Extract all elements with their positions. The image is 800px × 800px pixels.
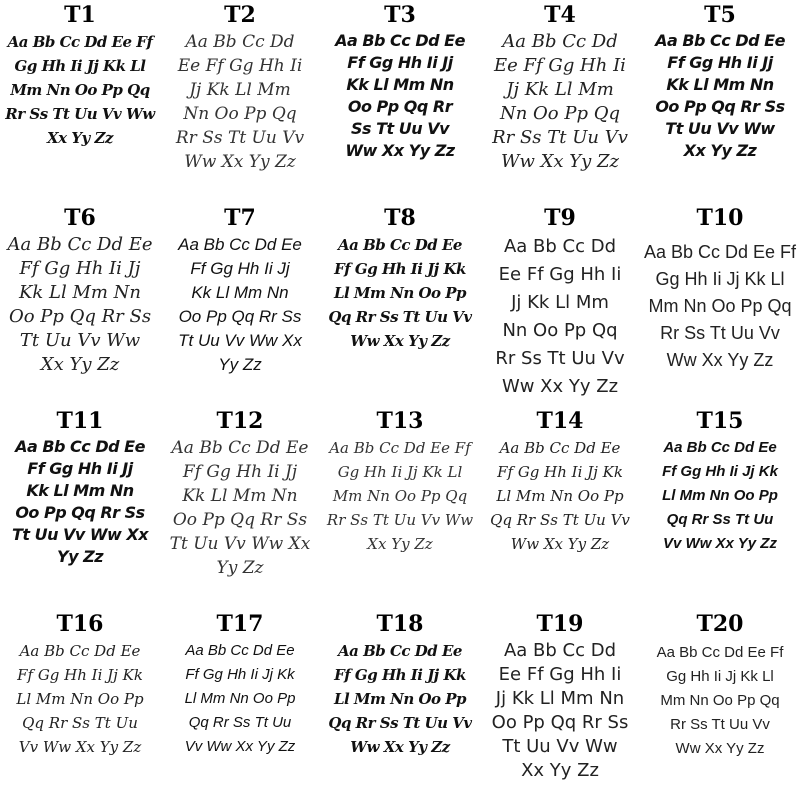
sample-line: Ll Mm Nn Oo Pp: [333, 284, 467, 302]
sample-lines: [160, 436, 320, 580]
sample-line: Rr Ss Tt Uu Vv: [495, 348, 625, 369]
sample-line: Ff Gg Hh Ii Jj Kk: [17, 666, 143, 684]
sample-label: T7: [224, 205, 256, 231]
sample-line: Aa Bb Cc Dd Ee: [655, 31, 785, 50]
sample-line: Ll Mm Nn Oo Pp: [496, 487, 624, 505]
sample-line: Rr Ss Tt Uu Vv: [660, 323, 780, 343]
sample-t8: [320, 203, 480, 406]
sample-line: Rr Ss Tt Uu Vv: [175, 128, 305, 148]
sample-line: Ee Ff Gg Hh Ii: [498, 264, 622, 285]
sample-t14: [480, 406, 640, 609]
sample-t4: [480, 0, 640, 203]
sample-line: Qq Rr Ss Tt Uu Vv: [328, 308, 472, 326]
sample-label: T1: [64, 2, 96, 28]
sample-lines: [640, 30, 800, 162]
sample-line: Ff Gg Hh Ii Jj: [347, 53, 453, 72]
sample-line: Xx Yy Zz: [367, 535, 433, 553]
sample-line: Aa Bb Cc Dd: [502, 31, 618, 52]
sample-t2: [160, 0, 320, 203]
sample-label: T14: [536, 408, 584, 434]
sample-t16: [0, 609, 160, 800]
sample-line: Gg Hh Ii Jj Kk Ll: [655, 269, 785, 289]
sample-line: Mm Nn Oo Pp Qq: [660, 692, 780, 709]
sample-label: T3: [384, 2, 416, 28]
sample-line: Ff Gg Hh Ii Jj: [19, 258, 141, 279]
sample-line: Aa Bb Cc Dd: [185, 32, 295, 52]
sample-t5: [640, 0, 800, 203]
sample-t3: [320, 0, 480, 203]
sample-line: Ff Gg Hh Ii Jj Kk: [334, 666, 466, 684]
sample-lines: [320, 639, 480, 759]
sample-t9: [480, 203, 640, 406]
sample-line: Aa Bb Cc Dd Ee: [19, 642, 141, 660]
sample-line: Ff Gg Hh Ii Jj Kk: [334, 260, 466, 278]
sample-line: Mm Nn Oo Pp Qq: [648, 296, 792, 316]
sample-label: T5: [704, 2, 736, 28]
sample-line: Ff Gg Hh Ii Jj Kk: [185, 666, 295, 683]
sample-line: Aa Bb Cc Dd Ee Ff: [656, 644, 784, 661]
sample-label: T4: [544, 2, 576, 28]
sample-line: Nn Oo Pp Qq: [499, 103, 620, 124]
sample-line: Oo Pp Qq Rr Ss: [491, 712, 629, 733]
sample-line: Tt Uu Vv Ww Xx: [11, 525, 149, 544]
sample-line: Oo Pp Qq Rr Ss: [655, 97, 785, 116]
sample-line: Ll Mm Nn Oo Pp: [333, 690, 467, 708]
sample-line: Oo Pp Qq Rr Ss: [15, 503, 145, 522]
sample-line: Ww Xx Yy Zz: [675, 740, 765, 757]
sample-label: T13: [376, 408, 424, 434]
sample-lines: [0, 639, 160, 759]
sample-line: Ll Mm Nn Oo Pp: [184, 690, 296, 707]
sample-line: Ee Ff Gg Hh Ii: [498, 664, 622, 685]
sample-line: Ww Xx Yy Zz: [345, 141, 455, 160]
sample-line: Aa Bb Cc Dd Ee: [663, 439, 777, 456]
sample-lines: [320, 436, 480, 556]
sample-line: Yy Zz: [216, 558, 264, 578]
sample-line: Ww Xx Yy Zz: [350, 738, 450, 756]
sample-line: Oo Pp Qq Rr Ss: [172, 510, 308, 530]
sample-line: Mm Nn Oo Pp Qq: [10, 81, 150, 99]
sample-line: Kk Ll Mm Nn: [26, 481, 134, 500]
sample-label: T15: [696, 408, 744, 434]
sample-lines: [0, 30, 160, 150]
sample-line: Gg Hh Ii Jj Kk Ll: [337, 463, 463, 481]
sample-line: Ww Xx Yy Zz: [501, 376, 619, 397]
sample-line: Rr Ss Tt Uu Vv Ww: [5, 105, 155, 123]
sample-label: T17: [216, 611, 264, 637]
sample-t18: [320, 609, 480, 800]
sample-line: Xx Yy Zz: [40, 354, 120, 375]
sample-t1: [0, 0, 160, 203]
sample-line: Rr Ss Tt Uu Vv: [670, 716, 770, 733]
sample-line: Xx Yy Zz: [683, 141, 757, 160]
sample-line: Ee Ff Gg Hh Ii: [177, 56, 303, 76]
sample-label: T18: [376, 611, 424, 637]
sample-lines: [160, 639, 320, 759]
sample-lines: [320, 30, 480, 162]
sample-t12: [160, 406, 320, 609]
sample-line: Ff Gg Hh Ii Jj Kk: [662, 463, 778, 480]
sample-line: Ff Gg Hh Ii Jj: [182, 462, 298, 482]
sample-t19: [480, 609, 640, 800]
sample-line: Yy Zz: [218, 355, 262, 374]
sample-line: Xx Yy Zz: [521, 760, 599, 781]
sample-lines: [640, 641, 800, 761]
sample-line: Ww Xx Yy Zz: [500, 151, 620, 172]
sample-line: Aa Bb Cc Dd Ee: [15, 437, 145, 456]
sample-line: Rr Ss Tt Uu Vv: [492, 127, 628, 148]
sample-line: Ff Gg Hh Ii Jj: [667, 53, 773, 72]
sample-line: Tt Uu Vv Ww: [665, 119, 775, 138]
sample-t7: [160, 203, 320, 406]
sample-line: Gg Hh Ii Jj Kk Ll: [14, 57, 146, 75]
sample-line: Aa Bb Cc Dd Ee Ff: [329, 439, 471, 457]
sample-line: Nn Oo Pp Qq: [502, 320, 618, 341]
sample-label: T11: [56, 408, 104, 434]
sample-line: Ff Gg Hh Ii Jj: [27, 459, 133, 478]
sample-lines: [160, 30, 320, 174]
sample-lines: [480, 233, 640, 401]
sample-line: Ff Gg Hh Ii Jj: [190, 259, 290, 278]
sample-t20: [640, 609, 800, 800]
sample-line: Ww Xx Yy Zz: [184, 152, 296, 172]
sample-t11: [0, 406, 160, 609]
sample-line: Aa Bb Cc Dd Ee: [335, 31, 465, 50]
sample-line: Aa Bb Cc Dd Ee Ff: [643, 242, 797, 262]
sample-line: Kk Ll Mm Nn: [346, 75, 454, 94]
sample-line: Aa Bb Cc Dd Ee: [338, 236, 462, 254]
sample-line: Tt Uu Vv Ww: [19, 330, 141, 351]
sample-line: Rr Ss Tt Uu Vv Ww: [326, 511, 474, 529]
sample-line: Tt Uu Vv Ww Xx: [169, 534, 311, 554]
sample-line: Aa Bb Cc Dd Ee: [7, 234, 153, 255]
sample-line: Kk Ll Mm Nn: [182, 486, 298, 506]
sample-lines: [0, 233, 160, 377]
sample-line: Ww Xx Yy Zz: [510, 535, 610, 553]
sample-lines: [160, 233, 320, 377]
sample-t17: [160, 609, 320, 800]
sample-label: T2: [224, 2, 256, 28]
sample-line: Qq Rr Ss Tt Uu Vv: [490, 511, 630, 529]
sample-line: Jj Kk Ll Mm: [511, 292, 609, 313]
sample-line: Ll Mm Nn Oo Pp: [662, 487, 778, 504]
sample-label: T10: [696, 205, 744, 231]
sample-t10: [640, 203, 800, 406]
sample-label: T20: [696, 611, 744, 637]
sample-line: Aa Bb Cc Dd: [503, 236, 617, 257]
sample-line: Ww Xx Yy Zz: [666, 350, 774, 370]
sample-line: Aa Bb Cc Dd Ee Ff: [7, 33, 153, 51]
sample-line: Ff Gg Hh Ii Jj Kk: [497, 463, 623, 481]
sample-line: Aa Bb Cc Dd Ee: [178, 235, 302, 254]
sample-line: Yy Zz: [57, 547, 103, 566]
sample-label: T16: [56, 611, 104, 637]
sample-line: Qq Rr Ss Tt Uu: [22, 714, 138, 732]
sample-line: Oo Pp Qq Rr Ss: [8, 306, 152, 327]
sample-label: T19: [536, 611, 584, 637]
sample-line: Vv Ww Xx Yy Zz: [18, 738, 142, 756]
sample-line: Aa Bb Cc Dd Ee: [171, 438, 309, 458]
sample-line: Aa Bb Cc Dd: [503, 640, 617, 661]
sample-line: Nn Oo Pp Qq: [183, 104, 297, 124]
sample-t13: [320, 406, 480, 609]
sample-label: T6: [64, 205, 96, 231]
sample-line: Aa Bb Cc Dd Ee: [185, 642, 295, 659]
sample-line: Qq Rr Ss Tt Uu: [666, 511, 774, 528]
sample-line: Jj Kk Ll Mm: [506, 79, 614, 100]
sample-line: Tt Uu Vv Ww Xx: [178, 331, 302, 350]
sample-lines: [0, 436, 160, 568]
sample-line: Oo Pp Qq Rr: [347, 97, 453, 116]
sample-line: Qq Rr Ss Tt Uu: [188, 714, 292, 731]
sample-lines: [640, 436, 800, 556]
sample-lines: [320, 233, 480, 353]
sample-line: Jj Kk Ll Mm Nn: [495, 688, 625, 709]
sample-line: Vv Ww Xx Yy Zz: [184, 738, 296, 755]
sample-t6: [0, 203, 160, 406]
sample-lines: [480, 639, 640, 783]
sample-line: Qq Rr Ss Tt Uu Vv: [328, 714, 472, 732]
sample-line: Jj Kk Ll Mm: [189, 80, 291, 100]
sample-t15: [640, 406, 800, 609]
sample-line: Kk Ll Mm Nn: [18, 282, 142, 303]
sample-line: Aa Bb Cc Dd Ee: [499, 439, 621, 457]
sample-line: Xx Yy Zz: [47, 129, 113, 147]
sample-label: T8: [384, 205, 416, 231]
sample-line: Ww Xx Yy Zz: [350, 332, 450, 350]
sample-line: Ll Mm Nn Oo Pp: [16, 690, 144, 708]
sample-line: Kk Ll Mm Nn: [666, 75, 774, 94]
sample-line: Vv Ww Xx Yy Zz: [663, 535, 777, 552]
sample-line: Ss Tt Uu Vv: [350, 119, 449, 138]
sample-lines: [480, 30, 640, 174]
sample-lines: [480, 436, 640, 556]
sample-line: Gg Hh Ii Jj Kk Ll: [666, 668, 774, 685]
sample-label: T12: [216, 408, 264, 434]
sample-lines: [640, 239, 800, 374]
sample-line: Oo Pp Qq Rr Ss: [178, 307, 302, 326]
sample-line: Ee Ff Gg Hh Ii: [494, 55, 626, 76]
sample-line: Tt Uu Vv Ww: [502, 736, 618, 757]
sample-line: Kk Ll Mm Nn: [191, 283, 289, 302]
sample-label: T9: [544, 205, 576, 231]
sample-line: Mm Nn Oo Pp Qq: [332, 487, 468, 505]
sample-line: Aa Bb Cc Dd Ee: [338, 642, 462, 660]
